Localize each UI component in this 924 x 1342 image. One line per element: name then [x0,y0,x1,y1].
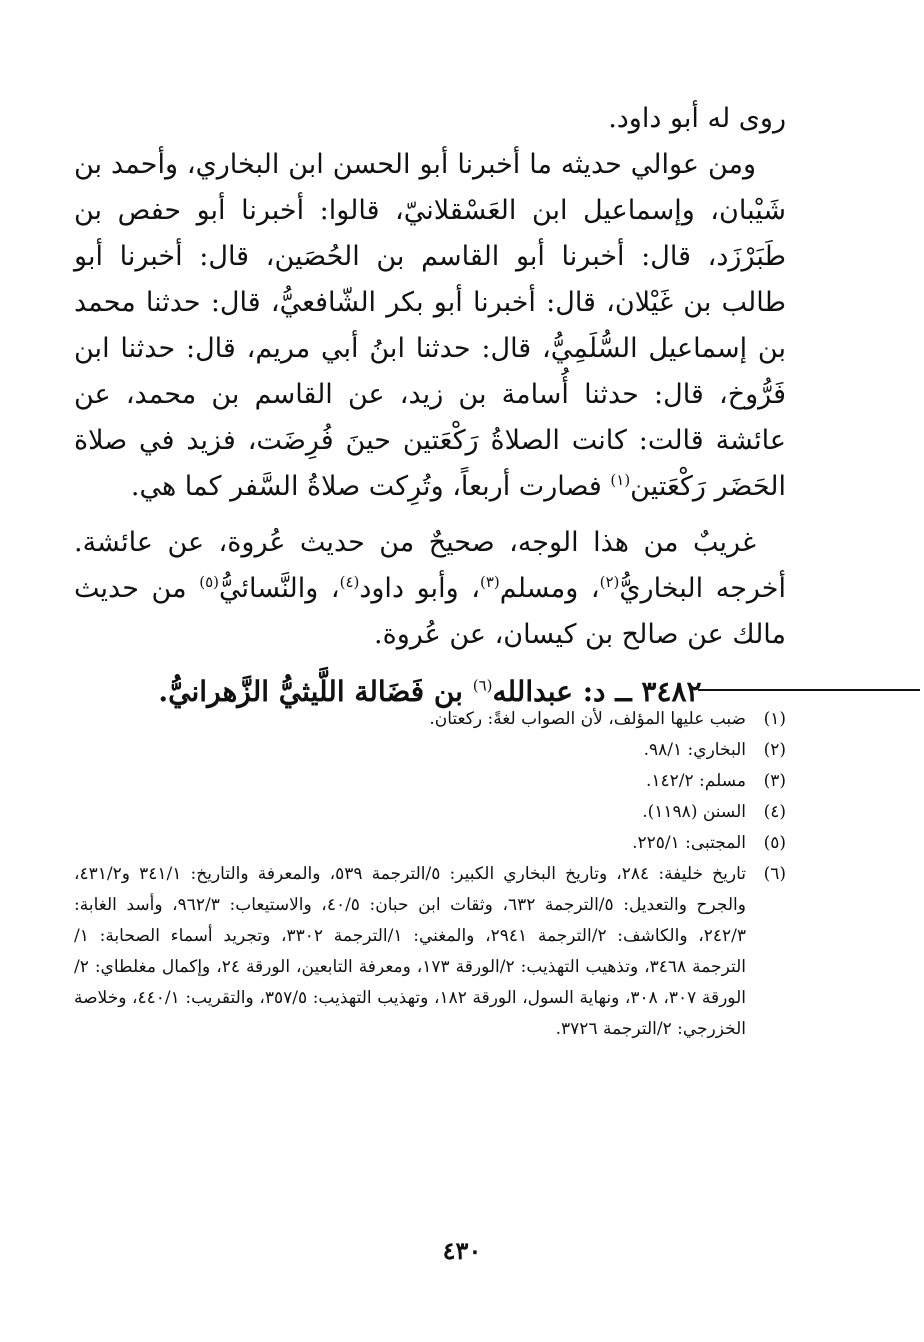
footnote-ref-4: (٤) [339,573,360,591]
footnote-text: مسلم: ١٤٢/٢. [645,771,746,791]
footnote-ref-3: (٣) [479,573,500,591]
paragraph-2 [74,142,786,510]
page-number: ٤٣٠ [442,1236,482,1265]
footnote-text: البخاري: ٩٨/١. [643,740,746,760]
entry-heading-b: بن فَضَالة اللَّيثيُّ الزَّهرانيُّ. [158,675,473,708]
footnote-text: ضبب عليها المؤلف، لأن الصواب لغةً: ركعتان. [429,709,746,729]
entry-heading-a: ٣٤٨٢ ــ د: عبدالله [492,675,702,708]
main-text [74,96,786,716]
footnote-text: المجتبى: ٢٢٥/١. [632,833,746,853]
footnote-number: (٢) [763,740,786,760]
paragraph-3-part-c: ، وأبو داود [359,573,480,604]
footnote-ref-5: (٥) [199,573,219,591]
footnote-number: (٤) [763,802,786,822]
footnote [74,735,786,766]
footnote [74,797,786,828]
paragraph-3 [74,520,786,658]
footnote-number: (٥) [763,833,786,853]
footnote [74,704,786,735]
footnote-ref-6: (٦) [472,676,493,695]
paragraph-3-part-e: من حديث مالك عن صالح بن كيسان، عن عُروة. [74,573,786,650]
paragraph-1: روى له أبو داود. [608,103,786,134]
paragraph-2-text: ومن عوالي حديثه ما أخبرنا أبو الحسن ابن البخاري، وأحمد بن شَيْبان، وإسماعيل ابن العَسْقلانيّ، قالوا: أخبرنا أبو حفص بن طَبَرْزَد، قال: أخبرنا أبو القاسم بن الحُصَين، قال: أخبرنا أبو طالب بن غَيْلان، قال: أخبرنا أبو بكر الشّافعيُّ، قال: حدثنا محمد بن إسماعيل السُّلَمِيُّ، قال: حدثنا ابنُ أبي مريم، قال: حدثنا ابن فَرُّوخ، قال: حدثنا أُسامة بن زيد، عن القاسم بن محمد، عن عائشة قالت: كانت الصلاةُ رَكْعَتين حينَ فُرِضَت، فزيد في صلاة الحَضَر رَكْعَتين [74,149,786,502]
footnote [74,766,786,797]
footnote-ref-1: (١) [610,471,631,489]
footnote-number: (٣) [763,771,786,791]
footnote-text: تاريخ خليفة: ٢٨٤، وتاريخ البخاري الكبير: ٥/الترجمة ٥٣٩، والمعرفة والتاريخ: ٣٤١/١ و٤٣١/٢، والجرح والتعديل: ٥/الترجمة ٦٣٢، وثقات ابن حبان: ٤٠/٥، والاستيعاب: ٩٦٢/٣، وأسد الغابة: ٢٤٢/٣، والكاشف: ٢/الترجمة ٢٩٤١، والمغني: ١/الترجمة ٣٣٠٢، وتجريد أسماء الصحابة: ١/الترجمة ٣٤٦٨، وتذهيب التهذيب: ٢/الورقة ١٧٣، ومعرفة التابعين، الورقة ٢٤، وإكمال مغلطاي: ٢/الورقة ٣٠٧، ٣٠٨، ونهاية السول، الورقة ١٨٢، وتهذيب التهذيب: ٣٥٧/٥، والتقريب: ٤٤٠/١، وخلاصة الخزرجي: ٢/الترجمة ٣٧٢٦. [74,864,747,1039]
footnotes [74,704,786,1045]
paragraph-3-part-b: ، ومسلم [499,573,600,604]
footnote-text: السنن (١١٩٨). [642,802,746,822]
paragraph-2-end: فصارت أربعاً، وتُرِكت صلاةُ السَّفر كما هي. [130,471,611,502]
footnote-number: (١) [763,709,786,729]
footnote-number: (٦) [763,864,786,884]
paragraph-3-part-a: غريبٌ من هذا الوجه، صحيحٌ من حديث عُروة، عن عائشة. أخرجه البخاريُّ [74,527,786,604]
footnote [74,828,786,859]
footnote-divider [698,689,920,691]
paragraph-3-part-d: ، والنَّسائيُّ [218,573,340,604]
footnote [74,859,786,1045]
footnote-ref-2: (٢) [599,573,620,591]
